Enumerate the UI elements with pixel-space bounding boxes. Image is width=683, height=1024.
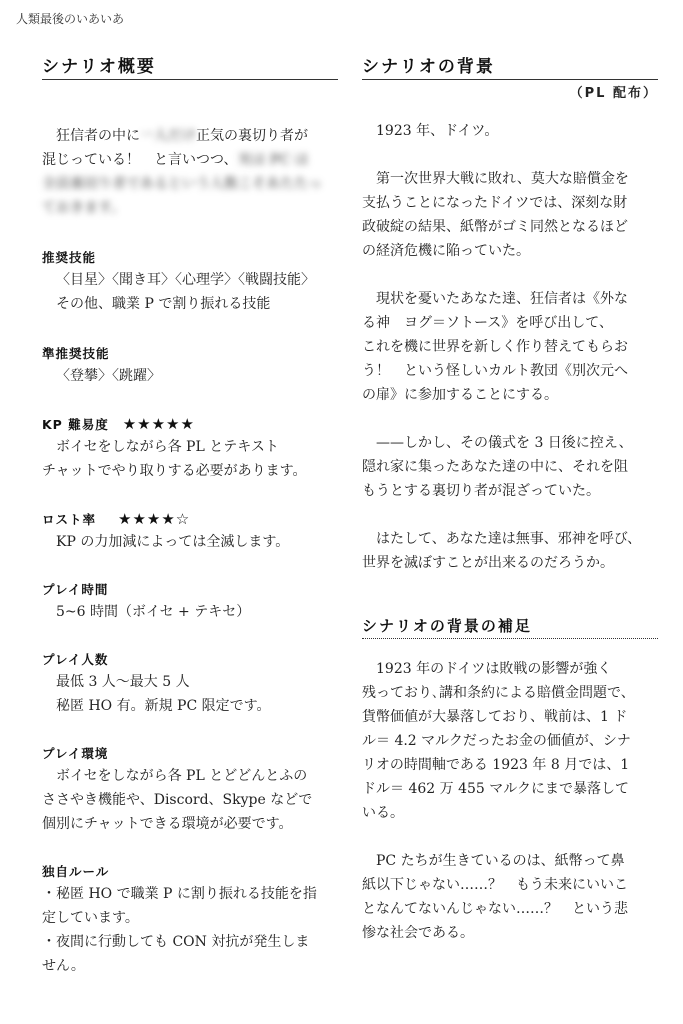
- kp-difficulty-desc: ボイセをしながら各 PL とテキスト: [56, 439, 279, 455]
- play-time-value: 5~6 時間（ボイセ + テキセ）: [56, 604, 251, 620]
- house-rules-label: 独自ルール: [42, 864, 110, 879]
- kp-difficulty-rating: ★★★★★: [122, 415, 195, 433]
- recommended-skills-label: 推奨技能: [42, 250, 97, 265]
- background-paragraph: もうとする裏切り者が混ざっていた。: [362, 483, 600, 499]
- player-count-note: 秘匿 HO 有。新規 PC 限定です。: [56, 698, 271, 714]
- overview-line: [42, 148, 338, 172]
- redacted-text: 全員裏切り者であるという人数こそあたたっ: [42, 176, 322, 192]
- lost-rate-rating: ★★★★☆: [118, 510, 191, 528]
- redacted-text: ておきます。: [42, 200, 125, 216]
- background-supplement-heading: シナリオの背景の補足: [362, 617, 532, 635]
- house-rule-item: ・夜間に行動しても CON 対抗が発生しま: [42, 934, 310, 950]
- redacted-text: 実は PC は: [237, 152, 309, 168]
- background-paragraph: の扉》に参加することにする。: [362, 387, 558, 403]
- play-environment-label: プレイ環境: [42, 746, 109, 761]
- lost-rate-text: ロスト率: [42, 512, 97, 527]
- house-rule-item: 定しています。: [42, 910, 139, 926]
- background-paragraph: 隠れ家に集ったあなた達の中に、それを阻: [362, 459, 628, 475]
- player-count-value: 最低 3 人〜最大 5 人: [56, 674, 190, 690]
- lost-rate-desc: KP の力加減によっては全滅します。: [56, 534, 290, 550]
- background-paragraph: 現状を憂いたあなた達、狂信者は《外な: [376, 291, 628, 307]
- background-paragraph: の経済危機に陥っていた。: [362, 243, 530, 259]
- background-paragraph: 世界を滅ぼすことが出来るのだろうか。: [362, 555, 614, 571]
- redacted-text: 一人だけ: [140, 128, 196, 144]
- supplement-paragraph: いる。: [362, 805, 404, 821]
- background-paragraph: ——しかし、その儀式を 3 日後に控え、: [376, 435, 633, 451]
- background-paragraph: はたして、あなた達は無事、邪神を呼び、: [376, 531, 642, 547]
- background-heading-rule: [362, 79, 658, 80]
- lost-rate-label: [42, 509, 338, 530]
- overview-text: 狂信者の中に: [56, 128, 140, 144]
- background-heading: シナリオの背景: [362, 57, 495, 77]
- background-paragraph: 政破綻の結果、紙幣がゴミ同然となるほど: [362, 219, 628, 235]
- background-paragraph: る神 ヨグ＝ソトース》を呼び出して、: [362, 315, 614, 331]
- right-column: [362, 52, 658, 945]
- overview-text: 正気の裏切り者が: [196, 128, 308, 144]
- background-paragraph: う！ という怪しいカルト教団《別次元へ: [362, 363, 628, 379]
- recommended-skills-note: その他、職業 P で割り振れる技能: [56, 296, 271, 312]
- overview-paragraph: [42, 124, 338, 220]
- overview-heading: シナリオ概要: [42, 57, 156, 77]
- left-column: [42, 52, 338, 978]
- overview-line: [42, 124, 338, 148]
- player-count-label: プレイ人数: [42, 652, 109, 667]
- background-paragraph: 第一次世界大戦に敗れ、莫大な賠償金を: [376, 171, 629, 187]
- semi-recommended-skills-label: 準推奨技能: [42, 346, 110, 361]
- pl-distribution-note: （PL 配布）: [569, 86, 658, 101]
- supplement-paragraph: ドル＝ 462 万 455 マルクにまで暴落して: [362, 781, 629, 797]
- supplement-paragraph: 残っており､講和条約による賠償金問題で、: [362, 685, 635, 701]
- semi-recommended-skills-list: 〈登攀〉〈跳躍〉: [56, 368, 161, 384]
- supplement-paragraph: 1923 年のドイツは敗戦の影響が強く: [376, 661, 612, 677]
- house-rule-item: ・秘匿 HO で職業 P に割り振れる技能を指: [42, 886, 317, 902]
- background-paragraph: 支払うことになったドイツでは、深刻な財: [362, 195, 628, 211]
- play-environment-desc: 個別にチャットできる環境が必要です。: [42, 816, 293, 832]
- supplement-paragraph: 紙以下じゃない……？ もう未来にいいこ: [362, 877, 628, 893]
- play-environment-desc: ボイセをしながら各 PL とどどんとふの: [56, 768, 308, 784]
- recommended-skills-list: 〈目星〉〈聞き耳〉〈心理学〉〈戦闘技能〉: [56, 272, 315, 288]
- supplement-paragraph: PC たちが生きているのは、紙幣って鼻: [376, 853, 625, 869]
- document-title: 人類最後のいあいあ: [16, 12, 125, 26]
- background-paragraph: これを機に世界を新しく作り替えてもらお: [362, 339, 628, 355]
- play-time-label: プレイ時間: [42, 582, 109, 597]
- supplement-paragraph: ル＝ 4.2 マルクだったお金の価値が、シナ: [362, 733, 631, 749]
- play-environment-desc: ささやき機能や、Discord、Skype などで: [42, 792, 313, 808]
- supplement-paragraph: 惨な社会である。: [362, 925, 474, 941]
- supplement-paragraph: となんてないんじゃない……？ という悲: [362, 901, 628, 917]
- kp-difficulty-label: [42, 414, 338, 435]
- house-rule-item: せん。: [42, 958, 85, 974]
- background-paragraph: 1923 年、ドイツ。: [376, 123, 499, 139]
- kp-difficulty-desc: チャットでやり取りする必要があります。: [42, 463, 307, 479]
- supplement-paragraph: 貨幣価値が大暴落しており、戦前は、1 ド: [362, 709, 628, 725]
- overview-text: 混じっている！ と言いつつ、: [42, 152, 238, 168]
- supplement-paragraph: リオの時間軸である 1923 年 8 月では、1: [362, 757, 630, 773]
- kp-difficulty-text: KP 難易度: [42, 417, 109, 432]
